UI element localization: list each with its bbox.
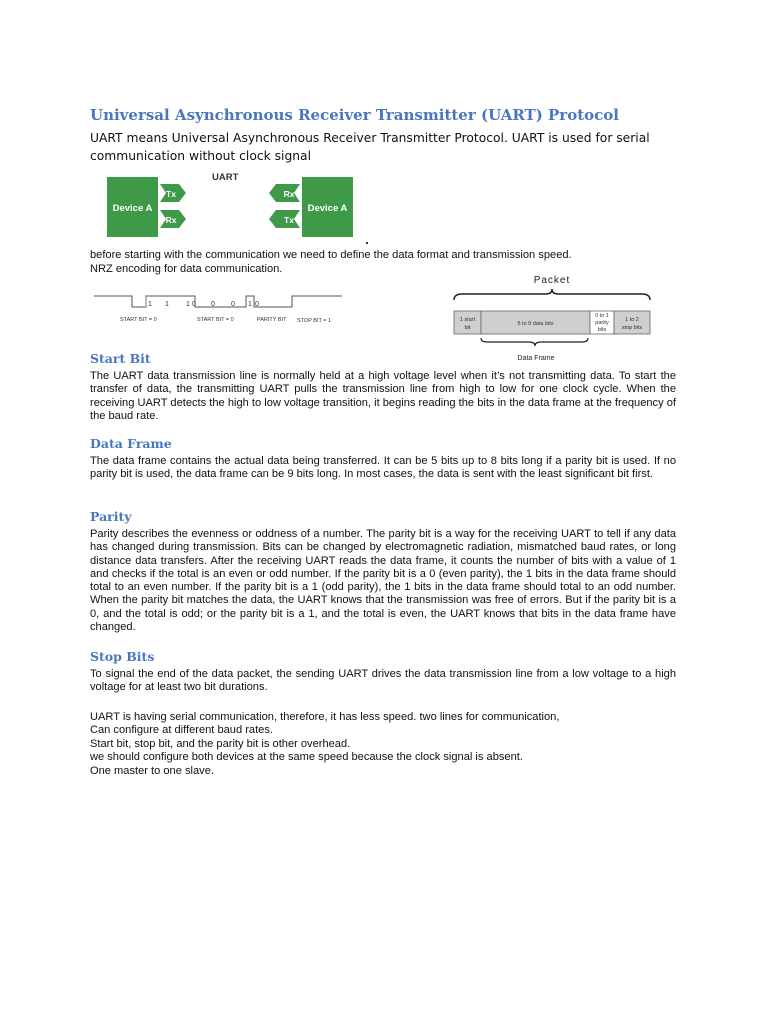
packet-data-label: 5 to 9 data bits [517,321,554,327]
note-line: we should configure both devices at the same speed because the clock signal is absent. [90,751,523,763]
data-frame-label: Data Frame [517,355,555,362]
nrz-bit: 1 [165,301,169,308]
section-text-parity: Parity describes the evenness or oddness of a number. The parity bit is a way for the receiving UART to tell if any data has changed during transmission. Bits can be changed by electromagnetic radiation, mismatched baud rates, or long distance data transfers. After the receiving UART reads the data frame, it counts the number of bits with a value of 1 and checks if the total is an even or odd number. If the parity bit is a 0 (even parity), the 1 bits in the data frame should total to an even number. If the parity bit is a 1 (odd parity), the 1 bits in the data frame should total to an odd number. When the parity bit matches the data, the UART knows that the transmission was free of errors. But if the parity bit is a 0, and the total is odd; or the parity bit is a 1, and the total is even, the UART knows that bits in the data frame have changed. [90,528,676,634]
nrz-bit: 1 [148,301,152,308]
packet-parity-label: 0 to 1 [595,313,609,319]
nrz-waveform-figure [92,292,347,328]
nrz-bit: 1 [186,301,190,308]
section-text-stop-bits: To signal the end of the data packet, the sending UART drives the data transmission line from a low voltage to a high voltage for at least two bit durations. [90,668,676,694]
device-a-left-label: Device A [112,203,153,214]
note-line: UART is having serial communication, therefore, it has less speed. two lines for communication, [90,711,560,723]
nrz-label-parity-bit: PARITY BIT [257,317,287,323]
section-heading-start-bit: Start Bit [90,351,151,366]
packet-stop-label: stop bits [621,325,643,331]
nrz-signal-line [94,296,342,307]
nrz-label-start-bit: START BIT = 0 [120,317,157,323]
packet-start-label: bit [464,325,471,331]
packet-parity-label: parity [595,320,609,326]
section-text-start-bit: The UART data transmission line is normally held at a high voltage level when it’s not transmitting data. To start the transfer of data, the transmitting UART pulls the transmission line from high to low for one clock cycle. When the receiving UART detects the high to low voltage transition, it begins reading the bits in the data frame at the frequency of the baud rate. [90,370,676,422]
note-line: Start bit, stop bit, and the parity bit is other overhead. [90,738,351,750]
packet-start-label: 1 start [459,317,476,323]
tx-label-right: Tx [284,215,294,225]
nrz-bit: 0 [255,301,259,308]
rx-label-left: Rx [165,215,177,225]
rx-label-right: Rx [283,189,295,199]
section-heading-stop-bits: Stop Bits [90,649,155,664]
intro-line: UART means Universal Asynchronous Receiver Transmitter Protocol. UART is used for serial [90,131,650,145]
packet-parity-label: bits [597,327,607,333]
nrz-bit: 0 [231,301,235,308]
prep-line: NRZ encoding for data communication. [90,263,283,275]
section-heading-parity: Parity [90,509,132,524]
packet-stop-label: 1 to 2 [625,317,639,323]
device-a-right-label: Device A [307,203,348,214]
stray-dot [366,242,368,244]
packet-title: Packet [533,275,571,286]
nrz-bit: 0 [192,301,196,308]
section-text-data-frame: The data frame contains the actual data being transferred. It can be 5 bits up to 8 bits long if a parity bit is used. If no parity bit is used, the data frame can be 9 bits long. In most cases, the data is sent with the least significant bit first. [90,455,676,481]
nrz-label-stop-bit: STOP BIT = 1 [297,318,332,324]
nrz-bit: 1 [248,301,252,308]
section-heading-data-frame: Data Frame [90,436,172,451]
note-line: One master to one slave. [90,765,214,777]
data-frame-brace [481,338,588,346]
packet-figure [450,270,658,366]
intro-paragraph [90,129,680,165]
nrz-bit: 0 [211,301,215,308]
prep-line: before starting with the communication we need to define the data format and transmission speed. [90,249,572,261]
note-line: Can configure at different baud rates. [90,724,273,736]
tx-label-left: Tx [166,189,176,199]
uart-label: UART [212,172,239,183]
nrz-label-start-bit: START BIT = 0 [197,317,234,323]
uart-devices-figure [100,168,360,246]
intro-line: communication without clock signal [90,149,312,163]
packet-brace [454,289,650,300]
page-title: Universal Asynchronous Receiver Transmitter (UART) Protocol [90,106,619,124]
